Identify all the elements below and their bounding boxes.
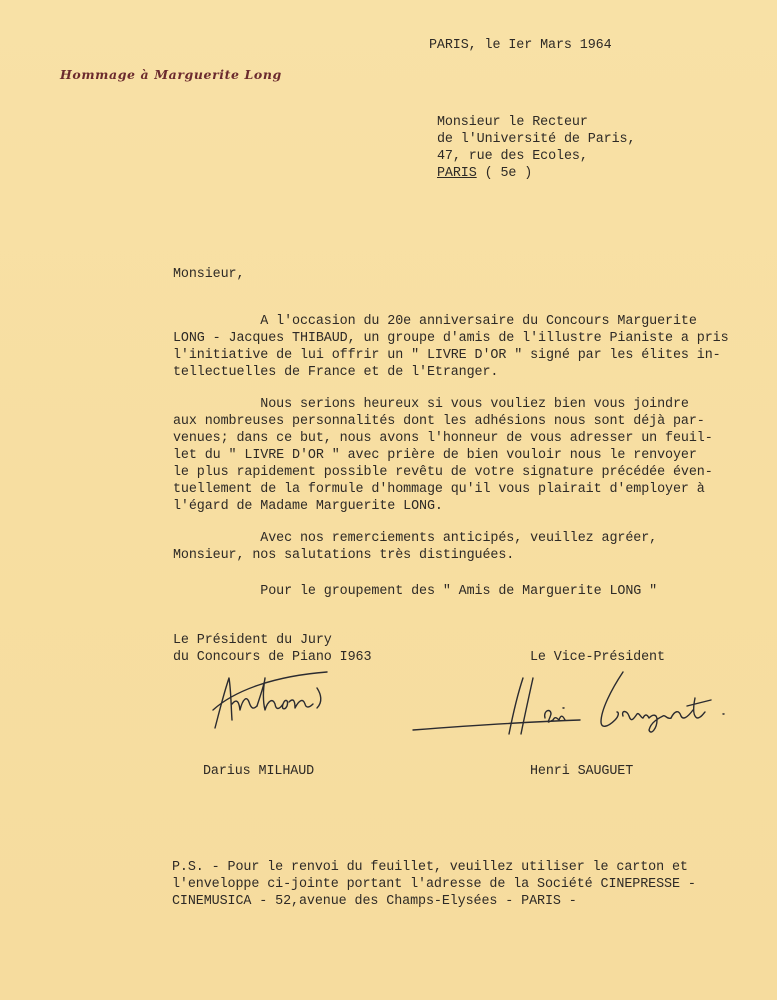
paragraph-line: aux nombreuses personnalités dont les adhésions nous sont déjà par-: [173, 414, 705, 429]
left-title-1: Le Président du Jury: [173, 633, 332, 648]
paragraph-line: venues; dans ce but, nous avons l'honneur de vous adresser un feuil-: [173, 431, 713, 446]
date-line: PARIS, le Ier Mars 1964: [429, 38, 612, 53]
paragraph-line: l'égard de Madame Marguerite LONG.: [173, 499, 443, 514]
recipient-line-1: Monsieur le Recteur: [437, 115, 588, 130]
recipient-line-3: 47, rue des Ecoles,: [437, 149, 588, 164]
recipient-line-2: de l'Université de Paris,: [437, 132, 636, 147]
recipient-line-4: [437, 165, 532, 182]
paragraph-line: A l'occasion du 20e anniversaire du Concours Marguerite: [173, 314, 697, 329]
letterhead-title: Hommage à Marguerite Long: [60, 67, 282, 82]
paragraph-line: l'initiative de lui offrir un " LIVRE D'OR " signé par les élites in-: [173, 348, 721, 363]
postscript-line: P.S. - Pour le renvoi du feuillet, veuillez utiliser le carton et: [172, 860, 688, 875]
paragraph-line: tellectuelles de France et de l'Etranger.: [173, 365, 499, 380]
left-title-2: du Concours de Piano I963: [173, 650, 372, 665]
recipient-city: PARIS: [437, 166, 477, 181]
right-title: Le Vice-Président: [530, 650, 665, 665]
paragraph-line: Monsieur, nos salutations très distinguées.: [173, 548, 515, 563]
group-line: Pour le groupement des " Amis de Marguerite LONG ": [173, 584, 658, 599]
milhaud-signature: [205, 668, 340, 738]
recipient-district: ( 5e ): [476, 166, 533, 181]
right-name: Henri SAUGUET: [530, 764, 634, 779]
postscript-line: l'enveloppe ci-jointe portant l'adresse de la Société CINEPRESSE -: [172, 877, 696, 892]
paragraph-line: le plus rapidement possible revêtu de votre signature précédée éven-: [173, 465, 713, 480]
paragraph-line: tuellement de la formule d'hommage qu'il vous plairait d'employer à: [173, 482, 705, 497]
paragraph-line: let du " LIVRE D'OR " avec prière de bien vouloir nous le renvoyer: [173, 448, 697, 463]
sauguet-signature: [405, 670, 740, 745]
postscript-line: CINEMUSICA - 52,avenue des Champs-Elysées - PARIS -: [172, 894, 577, 909]
paragraph-line: Avec nos remerciements anticipés, veuillez agréer,: [173, 531, 658, 546]
left-name: Darius MILHAUD: [203, 764, 315, 779]
salutation: Monsieur,: [173, 267, 245, 282]
paragraph-line: Nous serions heureux si vous vouliez bien vous joindre: [173, 397, 689, 412]
paragraph-line: LONG - Jacques THIBAUD, un groupe d'amis de l'illustre Pianiste a pris: [173, 331, 729, 346]
